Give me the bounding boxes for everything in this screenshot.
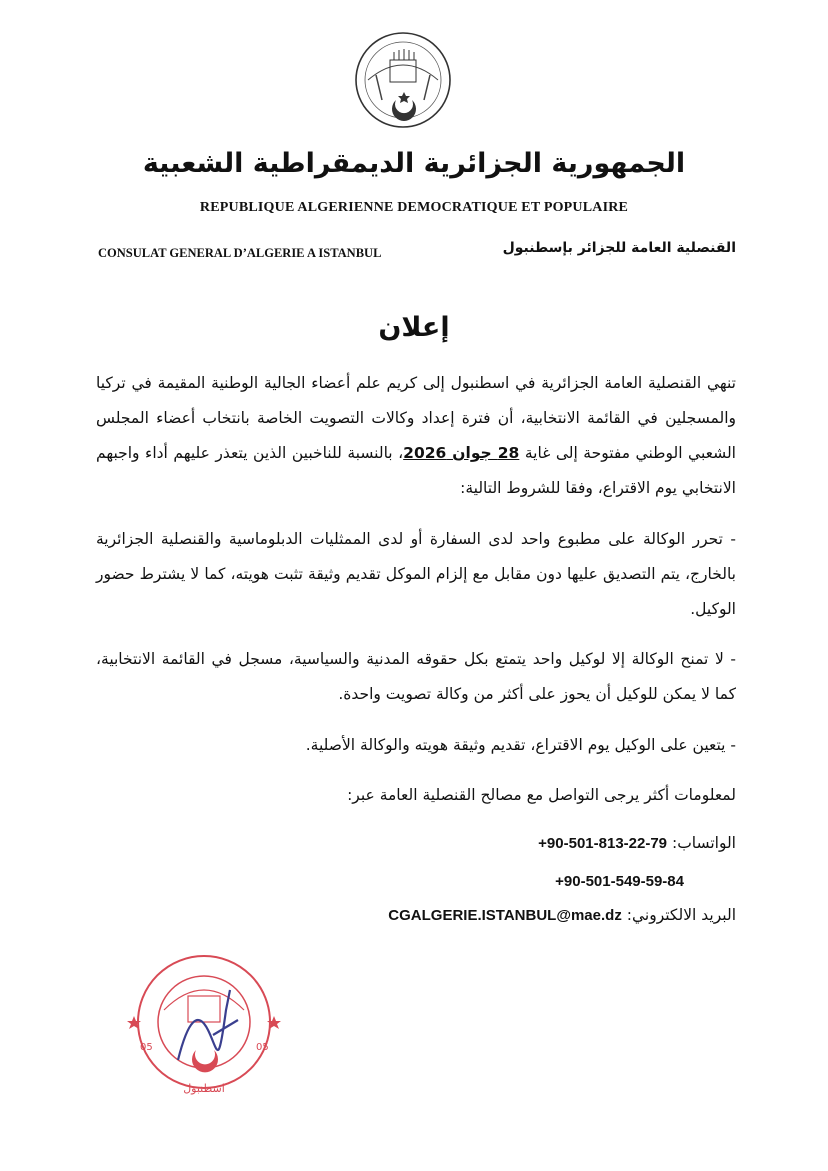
republic-title-fr: REPUBLIQUE ALGERIENNE DEMOCRATIQUE ET POPULAIRE (199, 200, 629, 215)
email-label: البريد الالكتروني: (626, 906, 736, 924)
condition-2: - لا تمنح الوكالة إلا لوكيل واحد يتمتع بكل حقوقه المدنية والسياسية، مسجل في القائمة الانتخابية، كما لا يمكن للوكيل أن يحوز على أكثر من وكالة تصويت واحدة. (96, 650, 736, 703)
email-row (388, 906, 736, 924)
whatsapp-row (538, 834, 736, 852)
condition-3: - يتعين على الوكيل يوم الاقتراع، تقديم وثيقة هويته والوكالة الأصلية. (305, 736, 736, 754)
whatsapp-number-1[interactable]: +90-501-813-22-79 (538, 835, 668, 852)
intro-paragraph (96, 366, 736, 506)
consulate-name-ar: القنصلية العامة للجزائر بإسطنبول (502, 240, 736, 256)
consulate-stamp (118, 950, 290, 1100)
stamp-city: اسطنبول (183, 1082, 225, 1095)
national-emblem-icon (338, 30, 468, 130)
stamp-number-right: 05 (256, 1042, 269, 1053)
announcement-title: إعلان (378, 312, 450, 343)
email-address[interactable]: CGALGERIE.ISTANBUL@mae.dz (388, 907, 622, 924)
whatsapp-label: الواتساب: (671, 834, 736, 852)
deadline-date: 28 جوان 2026 (403, 444, 520, 462)
whatsapp-row-2 (555, 872, 684, 890)
info-line: لمعلومات أكثر يرجى التواصل مع مصالح القنصلية العامة عبر: (347, 786, 736, 804)
republic-title-ar: الجمهورية الجزائرية الديمقراطية الشعبية (142, 148, 686, 179)
whatsapp-number-2[interactable]: +90-501-549-59-84 (555, 873, 684, 890)
stamp-number-left: 05 (140, 1042, 153, 1053)
signature (178, 990, 238, 1060)
consulate-name-fr: CONSULAT GENERAL D’ALGERIE A ISTANBUL (98, 246, 382, 260)
condition-1: - تحرر الوكالة على مطبوع واحد لدى السفارة أو لدى الممثليات الدبلوماسية والقنصلية الجزائرية بالخارج، يتم التصديق عليها دون مقابل مع إلزام الموكل تقديم وثيقة تثبت هويته، كما لا يشترط حضور الوكيل. (96, 530, 736, 618)
intro-text-1: تنهي القنصلية العامة الجزائرية في اسطنبول إلى كريم علم أعضاء الجالية الوطنية المقيمة في تركيا والمسجلين في القائمة الانتخابية، أن فترة إعداد وكالات التصويت الخاصة بانتخاب أعضاء المجلس الشعبي الوطني مفتوحة إلى غاية (96, 374, 736, 462)
intro-text-2: ، بالنسبة للناخبين الذين يتعذر عليهم أداء واجبهم الانتخابي يوم الاقتراع، وفقا للشروط التالية: (96, 444, 736, 497)
